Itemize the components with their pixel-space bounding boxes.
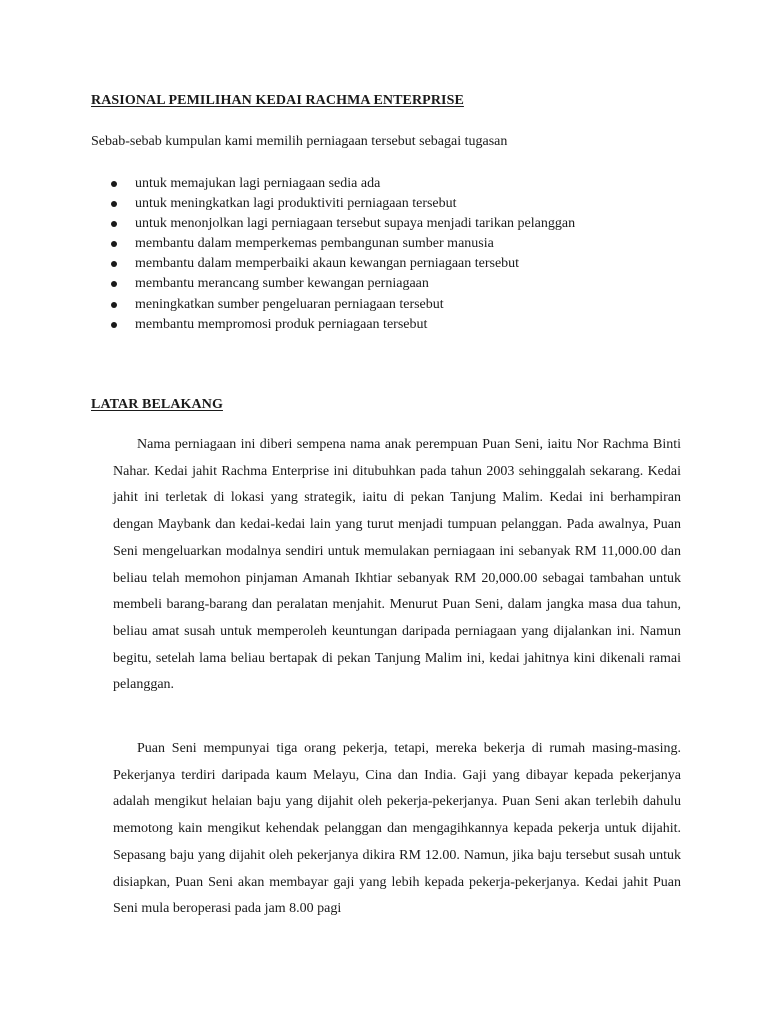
bullet-icon (111, 181, 117, 187)
paragraph-1: Nama perniagaan ini diberi sempena nama anak perempuan Puan Seni, iaitu Nor Rachma Binti Nahar. Kedai jahit Rachma Enterprise ini ditubuhkan pada tahun 2003 sehinggalah sekarang. Kedai jahit ini terletak di lokasi yang strategik, iaitu di pekan Tanjung Malim. Kedai ini berhampiran dengan Maybank dan kedai-kedai lain yang turut menjadi tumpuan pelanggan. Pada awalnya, Puan Seni mengeluarkan modalnya sendiri untuk memulakan perniagaan ini sebanyak RM 11,000.00 dan beliau telah memohon pinjaman Amanah Ikhtiar sebanyak RM 20,000.00 sebagai tambahan untuk membeli barang-barang dan peralatan menjahit. Menurut Puan Seni, dalam jangka masa dua tahun, beliau amat susah untuk memperoleh keuntungan daripada perniagaan yang dijalankan ini. Namun begitu, setelah lama beliau bertapak di pekan Tanjung Malim ini, kedai jahitnya kini dikenali ramai pelanggan. (113, 437, 681, 693)
bullet-icon (111, 221, 117, 227)
list-item (91, 295, 575, 315)
list-item (91, 254, 575, 274)
bullet-list (91, 174, 575, 335)
list-item-text: membantu dalam memperbaiki akaun kewangan perniagaan tersebut (135, 256, 520, 272)
list-item (91, 214, 575, 234)
bullet-icon (111, 322, 117, 328)
list-item (91, 234, 575, 254)
list-item (91, 274, 575, 294)
list-item (91, 194, 575, 214)
list-item-text: membantu merancang sumber kewangan perniagaan (135, 276, 429, 292)
list-item-text: untuk memajukan lagi perniagaan sedia ada (135, 176, 381, 191)
bullet-icon (111, 261, 117, 267)
list-item-text: meningkatkan sumber pengeluaran perniagaan tersebut (135, 296, 444, 312)
section-heading-latar-belakang: LATAR BELAKANG (91, 397, 223, 412)
list-item (91, 315, 575, 335)
bullet-icon (111, 241, 117, 247)
list-item-text: untuk menonjolkan lagi perniagaan tersebut supaya menjadi tarikan pelanggan (135, 216, 576, 232)
list-item (91, 174, 575, 194)
bullet-icon (111, 302, 117, 308)
paragraph-2: Puan Seni mempunyai tiga orang pekerja, tetapi, mereka bekerja di rumah masing-masing. Pekerjanya terdiri daripada kaum Melayu, Cina dan India. Gaji yang dibayar kepada pekerjanya adalah mengikut helaian baju yang dijahit oleh pekerja-pekerjanya. Puan Seni akan terlebih dahulu memotong kain mengikut kehendak pelanggan dan mengagihkannya kepada pekerja untuk dijahit. Sepasang baju yang dijahit oleh pekerjanya dikira RM 12.00. Namun, jika baju tersebut susah untuk disiapkan, Puan Seni akan membayar gaji yang lebih kepada pekerja-pekerjanya. Kedai jahit Puan Seni mula beroperasi pada jam 8.00 pagi (113, 741, 681, 917)
bullet-icon (111, 201, 117, 207)
bullet-icon (111, 281, 117, 287)
section-heading-rasional: RASIONAL PEMILIHAN KEDAI RACHMA ENTERPRISE (91, 93, 464, 108)
intro-text: Sebab-sebab kumpulan kami memilih perniagaan tersebut sebagai tugasan (91, 134, 508, 149)
list-item-text: untuk meningkatkan lagi produktiviti perniagaan tersebut (135, 196, 457, 212)
list-item-text: membantu mempromosi produk perniagaan tersebut (135, 316, 428, 332)
list-item-text: membantu dalam memperkemas pembangunan sumber manusia (135, 236, 494, 252)
